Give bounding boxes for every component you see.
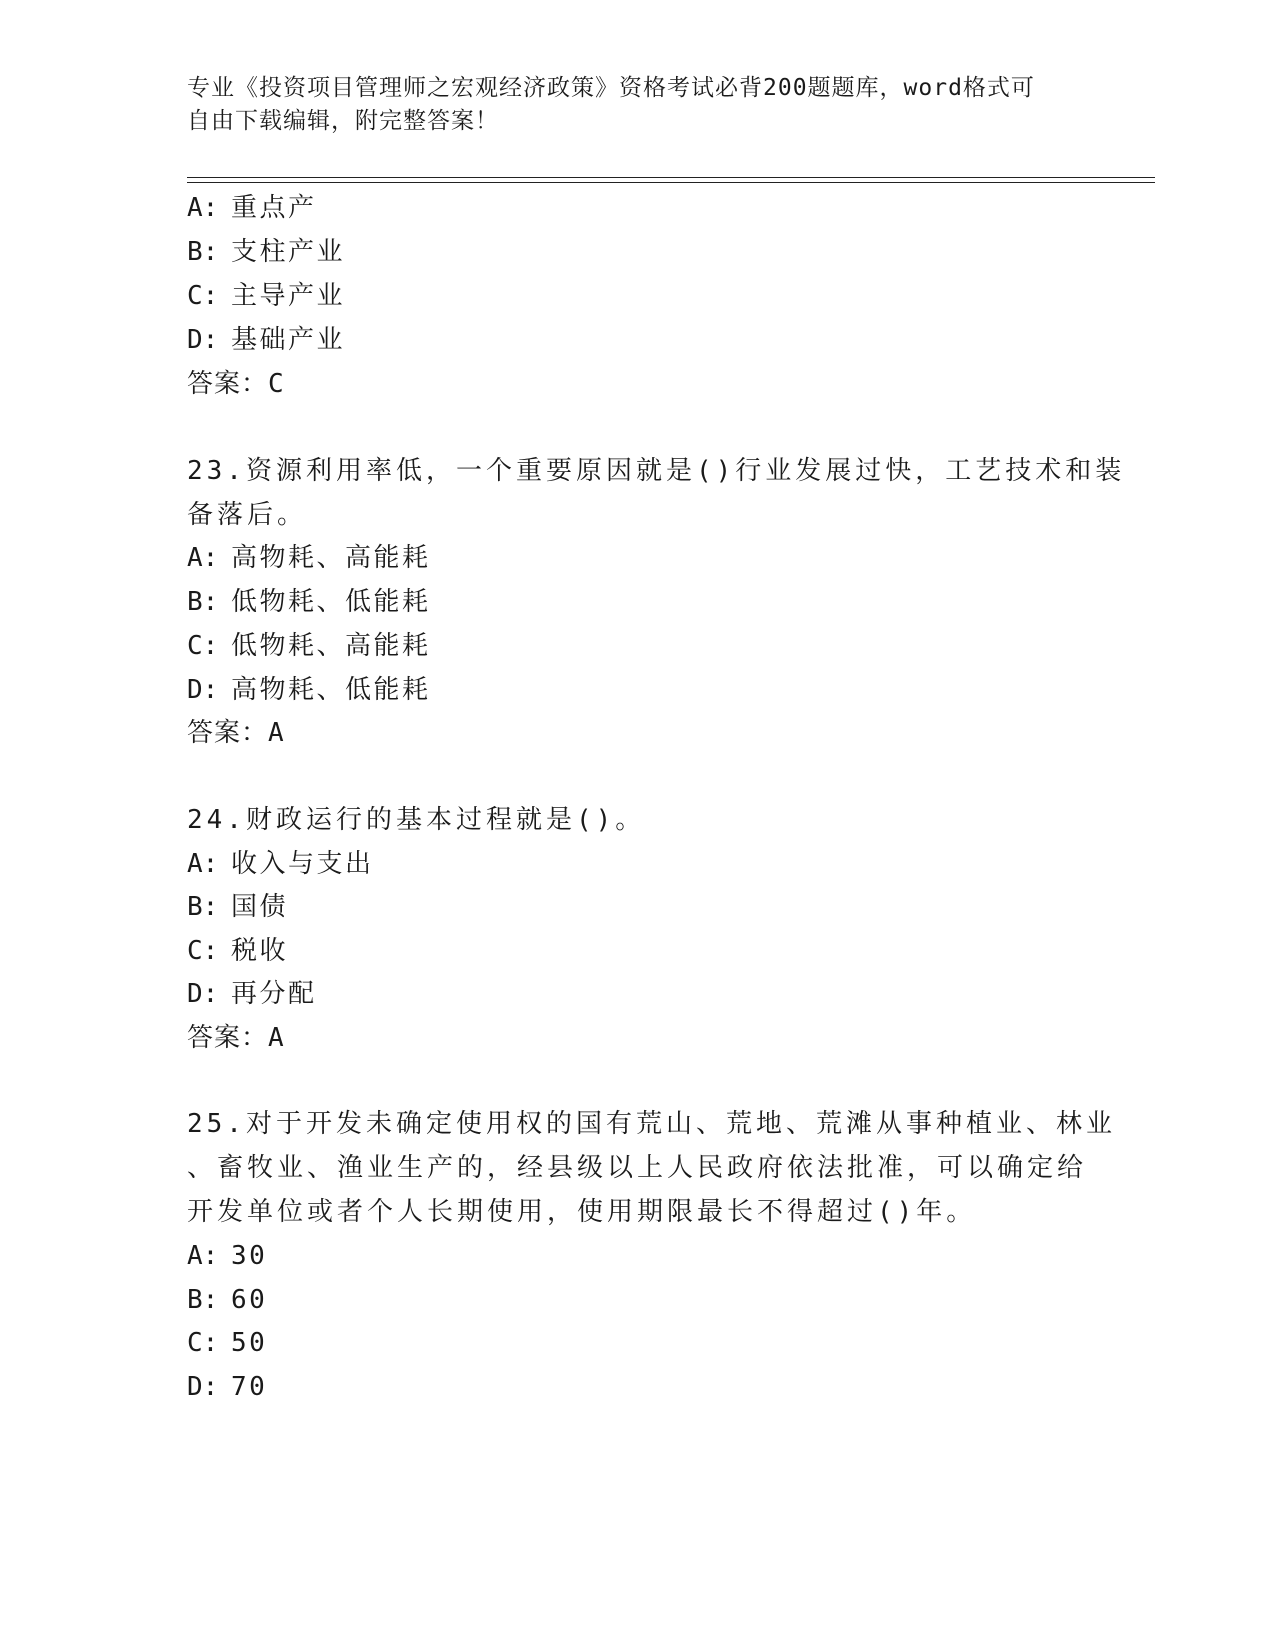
q24-answer: 答案：A (187, 1023, 285, 1053)
q25-stem-line-3: 开发单位或者个人长期使用，使用期限最长不得超过()年。 (187, 1197, 977, 1227)
q24-option-c: C: 税收 (187, 936, 289, 966)
q23-option-d: D: 高物耗、低能耗 (187, 675, 431, 705)
q24-option-b: B: 国债 (187, 892, 289, 922)
q24-option-a: A: 收入与支出 (187, 849, 374, 879)
q22-option-b: B: 支柱产业 (187, 237, 346, 267)
q25-stem-line-2: 、畜牧业、渔业生产的，经县级以上人民政府依法批准，可以确定给 (187, 1153, 1088, 1183)
q23-stem-line-1: 23.资源利用率低，一个重要原因就是()行业发展过快，工艺技术和装 (187, 456, 1126, 486)
header-title-line-2: 自由下载编辑，附完整答案！ (187, 108, 499, 134)
q22-option-a: A: 重点产 (187, 193, 317, 223)
q23-stem-line-2: 备落后。 (187, 500, 308, 530)
q25-option-a: A: 30 (187, 1241, 268, 1271)
q23-option-b: B: 低物耗、低能耗 (187, 587, 431, 617)
q23-option-c: C: 低物耗、高能耗 (187, 631, 431, 661)
q25-stem-line-1: 25.对于开发未确定使用权的国有荒山、荒地、荒滩从事种植业、林业 (187, 1109, 1116, 1139)
q22-answer: 答案：C (187, 369, 285, 399)
q22-option-d: D: 基础产业 (187, 325, 346, 355)
q24-option-d: D: 再分配 (187, 979, 317, 1009)
document-header (187, 72, 1067, 138)
header-title-line-1: 专业《投资项目管理师之宏观经济政策》资格考试必背200题题库，word格式可 (187, 75, 1035, 101)
q23-option-a: A: 高物耗、高能耗 (187, 543, 431, 573)
header-divider-top (187, 177, 1155, 178)
q23-answer: 答案：A (187, 718, 285, 748)
q25-option-b: B: 60 (187, 1285, 268, 1315)
q24-stem-line-1: 24.财政运行的基本过程就是()。 (187, 805, 646, 835)
header-divider-bottom (187, 182, 1155, 183)
q25-option-d: D: 70 (187, 1372, 268, 1402)
q22-option-c: C: 主导产业 (187, 281, 346, 311)
q25-option-c: C: 50 (187, 1328, 268, 1358)
